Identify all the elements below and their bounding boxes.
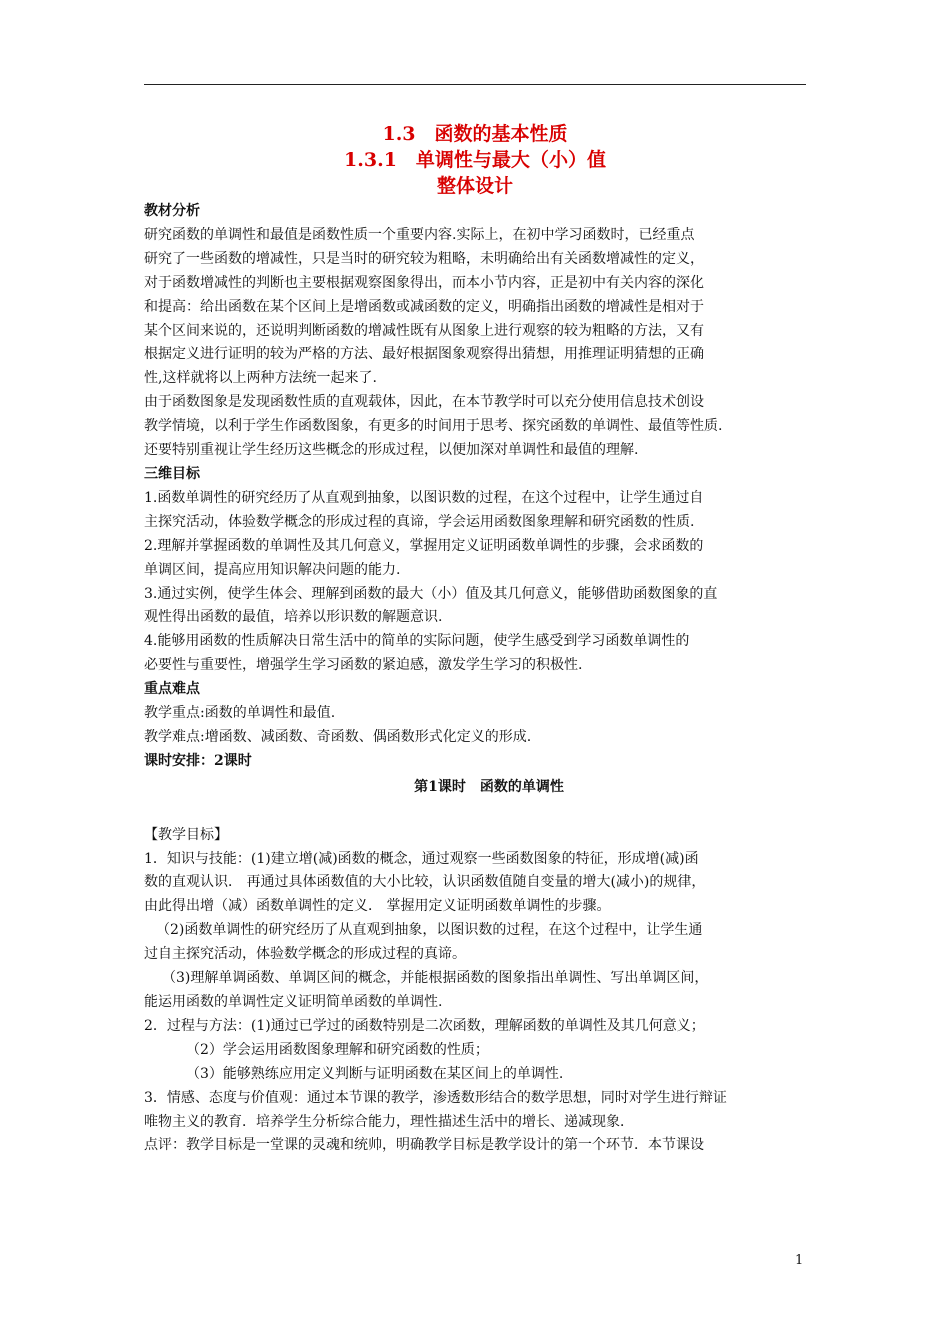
text-line: 教学情境，以利于学生作函数图象，有更多的时间用于思考、探究函数的单调性、最值等性质. [144, 418, 723, 435]
text-line: 由于函数图象是发现函数性质的直观载体，因此，在本节教学时可以充分使用信息技术创设 [144, 394, 704, 411]
spacer [144, 800, 806, 824]
document-body [144, 200, 806, 1158]
text-line: 3．情感、态度与价值观：通过本节课的教学，渗透数形结合的数学思想，同时对学生进行辩证 [144, 1089, 727, 1106]
text-line: 对于函数增减性的判断也主要根据观察图象得出，而本小节内容，正是初中有关内容的深化 [144, 274, 704, 291]
section-heading: 三维目标 [144, 465, 200, 482]
title-block [144, 121, 806, 199]
text-line: 过自主探究活动，体验数学概念的形成过程的真谛。 [144, 946, 466, 963]
text-line: 必要性与重要性，增强学生学习函数的紧迫感，激发学生学习的积极性. [144, 657, 583, 674]
text-line: 2．过程与方法：(1)通过已学过的函数特别是二次函数，理解函数的单调性及其几何意义； [144, 1017, 705, 1034]
text-line: 3.通过实例，使学生体会、理解到函数的最大（小）值及其几何意义，能够借助函数图象的直 [144, 585, 718, 602]
subsection-title: 1.3.1 单调性与最大（小）值 [344, 149, 606, 171]
text-line: 1.函数单调性的研究经历了从直观到抽象，以图识数的过程，在这个过程中，让学生通过自 [144, 489, 704, 506]
section-heading: 第1课时 函数的单调性 [414, 778, 564, 795]
text-line: 还要特别重视让学生经历这些概念的形成过程，以便加深对单调性和最值的理解. [144, 442, 639, 459]
text-line: （3）能够熟练应用定义判断与证明函数在某区间上的单调性. [186, 1065, 564, 1082]
section-title: 1.3 函数的基本性质 [382, 123, 568, 145]
text-line: 单调区间，提高应用知识解决问题的能力. [144, 561, 401, 578]
text-line: 1．知识与技能：(1)建立增(减)函数的概念，通过观察一些函数图象的特征，形成增(减)函 [144, 850, 699, 867]
text-line: （3)理解单调函数、单调区间的概念，并能根据函数的图象指出单调性、写出单调区间， [162, 970, 709, 987]
text-line: 和提高：给出函数在某个区间上是增函数或减函数的定义，明确指出函数的增减性是相对于 [144, 298, 704, 315]
text-line: 研究函数的单调性和最值是函数性质一个重要内容.实际上，在初中学习函数时，已经重点 [144, 226, 695, 243]
text-line: 【教学目标】 [144, 826, 228, 843]
design-title: 整体设计 [436, 175, 513, 197]
header-rule [144, 84, 806, 85]
text-line: 根据定义进行证明的较为严格的方法、最好根据图象观察得出猜想，用推理证明猜想的正确 [144, 346, 704, 363]
text-line: 唯物主义的教育．培养学生分析综合能力，理性描述生活中的增长、递减现象． [144, 1113, 634, 1130]
text-line: 教学难点:增函数、减函数、奇函数、偶函数形式化定义的形成. [144, 728, 532, 745]
text-line: 点评：教学目标是一堂课的灵魂和统帅，明确教学目标是教学设计的第一个环节．本节课设 [144, 1137, 704, 1154]
text-line: 由此得出增（减）函数单调性的定义． 掌握用定义证明函数单调性的步骤。 [144, 898, 611, 915]
text-line: 主探究活动，体验数学概念的形成过程的真谛，学会运用函数图象理解和研究函数的性质. [144, 513, 695, 530]
text-line: 研究了一些函数的增减性，只是当时的研究较为粗略，未明确给出有关函数增减性的定义， [144, 250, 704, 267]
text-line: 某个区间来说的，还说明判断函数的增减性既有从图象上进行观察的较为粗略的方法，又有 [144, 322, 704, 339]
text-line: 教学重点:函数的单调性和最值. [144, 705, 336, 722]
text-line: 数的直观认识． 再通过具体函数值的大小比较，认识函数值随自变量的增大(减小)的规律， [144, 874, 706, 891]
text-line: （2)函数单调性的研究经历了从直观到抽象，以图识数的过程，在这个过程中，让学生通 [156, 922, 703, 939]
page-number: 1 [795, 1253, 804, 1268]
text-line: 4.能够用函数的性质解决日常生活中的简单的实际问题，使学生感受到学习函数单调性的 [144, 633, 690, 650]
section-heading: 重点难点 [144, 681, 200, 698]
text-line: 能运用函数的单调性定义证明简单函数的单调性. [144, 994, 443, 1010]
section-heading: 教材分析 [144, 203, 200, 219]
text-line: 观性得出函数的最值，培养以形识数的解题意识. [144, 609, 443, 626]
text-line: 2.理解并掌握函数的单调性及其几何意义，掌握用定义证明函数单调性的步骤，会求函数的 [144, 537, 704, 554]
text-line: （2）学会运用函数图象理解和研究函数的性质； [186, 1041, 489, 1058]
text-line: 性,这样就将以上两种方法统一起来了. [144, 370, 377, 387]
section-heading: 课时安排：2课时 [144, 752, 252, 769]
